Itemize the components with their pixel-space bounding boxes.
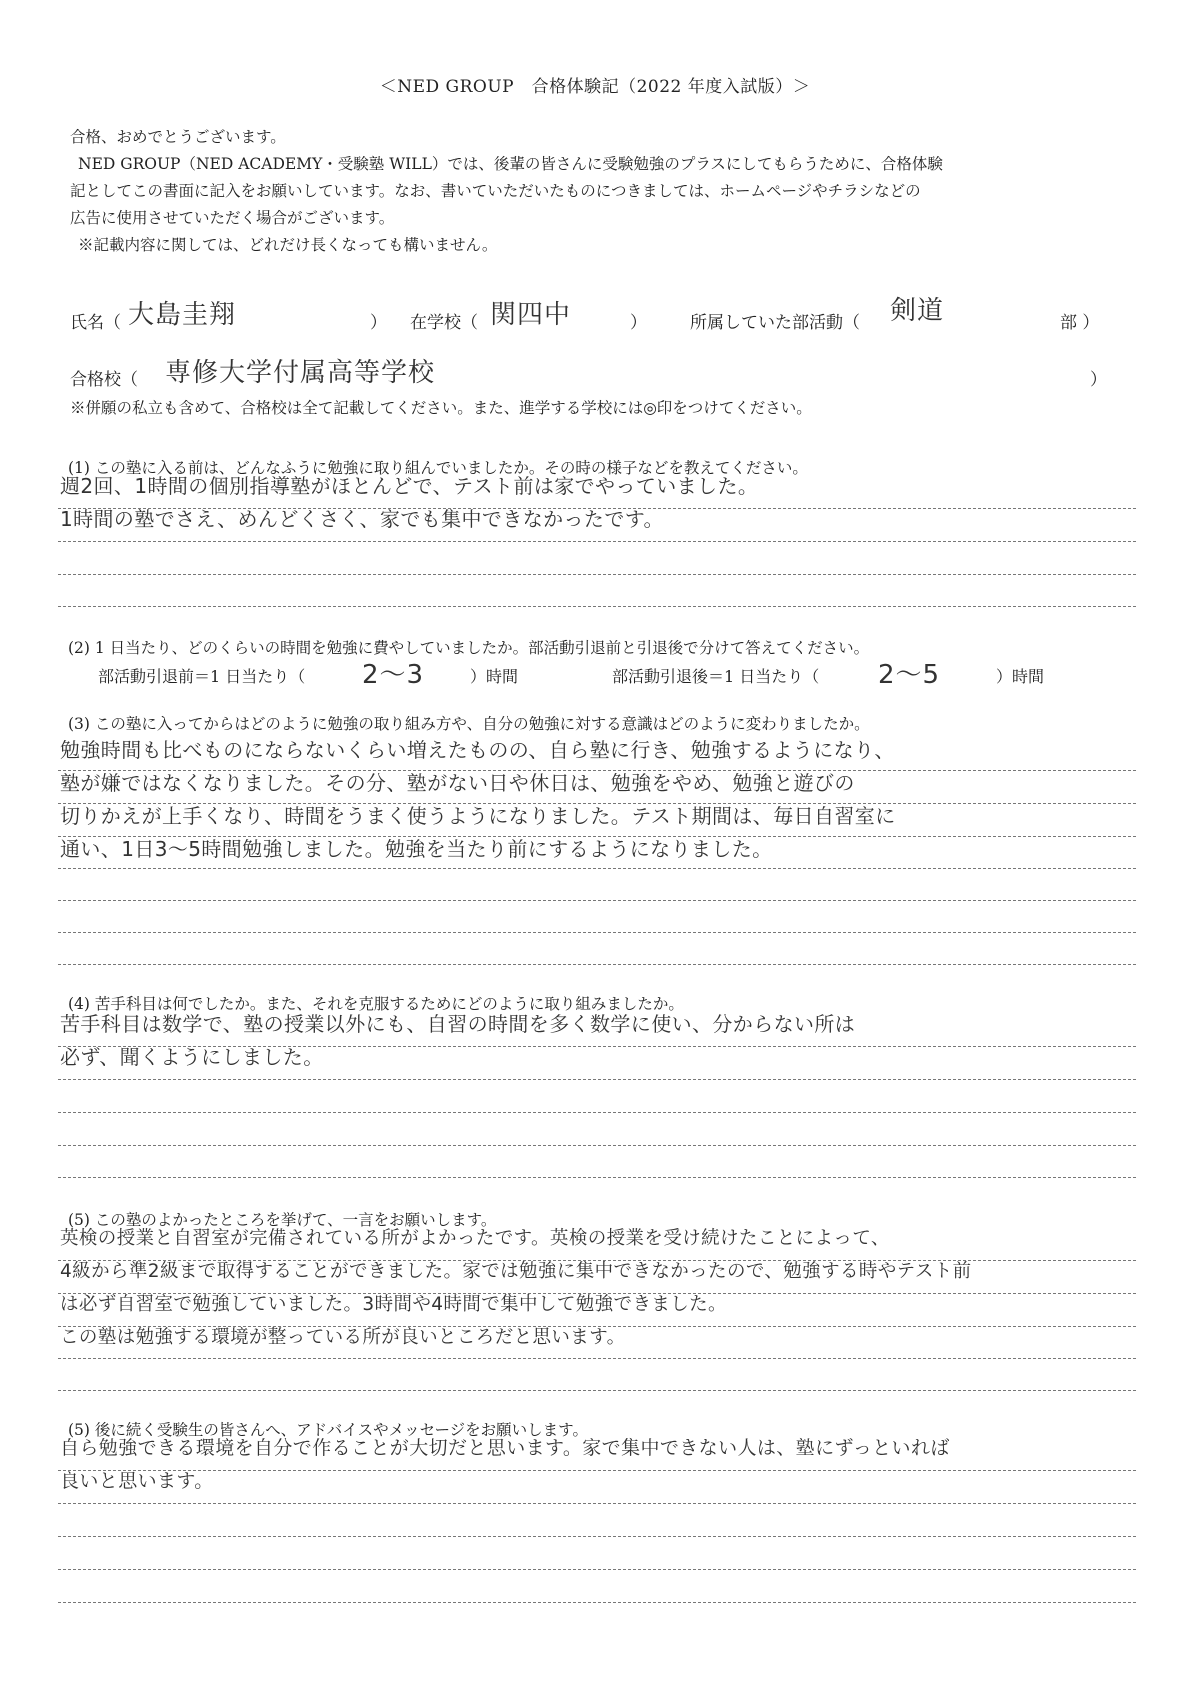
ruled-line <box>58 1112 1136 1113</box>
ruled-line <box>58 1326 1136 1327</box>
answer-line: 通い、1日3～5時間勉強しました。勉強を当たり前にするようになりました。 <box>60 837 773 861</box>
club-label: 所属していた部活動（ <box>690 313 860 333</box>
ruled-line <box>58 1569 1136 1570</box>
intro-line: 合格、おめでとうございます。 <box>70 128 286 146</box>
ruled-line <box>58 1177 1136 1178</box>
intro-line: 記としてこの書面に記入をお願いしています。なお、書いていただいたものにつきましては、ホームページやチラシなどの <box>70 182 921 200</box>
ruled-line <box>58 1260 1136 1261</box>
ruled-line <box>58 836 1136 837</box>
answer-line: 苦手科目は数学で、塾の授業以外にも、自習の時間を多く数学に使い、分からない所は <box>60 1012 856 1036</box>
answer-line: この塾は勉強する環境が整っている所が良いところだと思います。 <box>60 1327 626 1348</box>
answer-line: 自ら勉強できる環境を自分で作ることが大切だと思います。家で集中できない人は、塾にずっといれば <box>60 1437 950 1459</box>
club-suffix: 部 ） <box>1060 313 1100 333</box>
answer-line: 切りかえが上手くなり、時間をうまく使うようになりました。テスト期間は、毎日自習室に <box>60 804 896 828</box>
school-close: ） <box>630 313 647 333</box>
club-value: 剣道 <box>890 296 945 326</box>
name-close: ） <box>370 313 387 333</box>
intro-line: ※記載内容に関しては、どれだけ長くなっても構いません。 <box>78 236 498 254</box>
ruled-line <box>58 1145 1136 1146</box>
answer-1 <box>60 470 1130 536</box>
before-retire-hours: 2～3 <box>362 660 425 690</box>
answer-line: 必ず、聞くようにしました。 <box>60 1045 324 1069</box>
intro-text <box>70 124 1120 259</box>
ruled-line <box>58 1079 1136 1080</box>
ruled-line <box>58 868 1136 869</box>
ruled-line <box>58 1046 1136 1047</box>
answer-line: 英検の授業と自習室が完備されている所がよかったです。英検の授業を受け続けたことによって、 <box>60 1228 890 1249</box>
after-retire-unit: ）時間 <box>996 667 1045 686</box>
name-value: 大島圭翔 <box>128 300 237 330</box>
question-4: (4) 苦手科目は何でしたか。また、それを克服するためにどのように取り組みましたか。 <box>68 995 684 1013</box>
answer-6 <box>60 1432 1130 1498</box>
ruled-line <box>58 508 1136 509</box>
after-retire-label: 部活動引退後＝1 日当たり（ <box>612 667 820 686</box>
question-2: (2) 1 日当たり、どのくらいの時間を勉強に費やしていましたか。部活動引退前と引退後で分けて答えてください。 <box>68 639 870 657</box>
before-retire-unit: ）時間 <box>470 667 519 686</box>
intro-line: 広告に使用させていただく場合がございます。 <box>70 209 395 227</box>
ruled-line <box>58 1470 1136 1471</box>
question-1: (1) この塾に入る前は、どんなふうに勉強に取り組んでいましたか。その時の様子などを教えてください。 <box>68 459 808 477</box>
passed-value: 専修大学付属高等学校 <box>165 358 436 388</box>
ruled-line <box>58 1390 1136 1391</box>
passed-close: ） <box>1090 370 1107 390</box>
answer-line: 塾が嫌ではなくなりました。その分、塾がない日や休日は、勉強をやめ、勉強と遊びの <box>60 771 855 795</box>
ruled-line <box>58 770 1136 771</box>
ruled-line <box>58 541 1136 542</box>
ruled-line <box>58 964 1136 965</box>
school-label: 在学校（ <box>410 313 478 333</box>
after-retire-hours: 2～5 <box>878 660 941 690</box>
question-6: (5) 後に続く受験生の皆さんへ、アドバイスやメッセージをお願いします。 <box>68 1421 588 1439</box>
before-retire-label: 部活動引退前＝1 日当たり（ <box>98 667 306 686</box>
ruled-line <box>58 1358 1136 1359</box>
ruled-line <box>58 932 1136 933</box>
page-title: ＜NED GROUP 合格体験記（2022 年度入試版）＞ <box>379 77 811 97</box>
answer-line: 良いと思います。 <box>60 1470 214 1492</box>
school-value: 関四中 <box>490 300 572 330</box>
answer-line: は必ず自習室で勉強していました。3時間や4時間で集中して勉強できました。 <box>60 1294 727 1315</box>
answer-4 <box>60 1008 1130 1074</box>
answer-line: 4級から準2級まで取得することができました。家では勉強に集中できなかったので、勉強する時やテスト前 <box>60 1261 972 1282</box>
question-5: (5) この塾のよかったところを挙げて、一言をお願いします。 <box>68 1211 497 1229</box>
ruled-line <box>58 574 1136 575</box>
ruled-line <box>58 1602 1136 1603</box>
ruled-line <box>58 1536 1136 1537</box>
ruled-line <box>58 803 1136 804</box>
answer-line: 勉強時間も比べものにならないくらい増えたものの、自ら塾に行き、勉強するようになり、 <box>60 738 895 762</box>
passed-label: 合格校（ <box>70 370 138 390</box>
answer-line: 週2回、1時間の個別指導塾がほとんどで、テスト前は家でやっていました。 <box>60 474 759 498</box>
ruled-line <box>58 606 1136 607</box>
ruled-line <box>58 900 1136 901</box>
ruled-line <box>58 1293 1136 1294</box>
passed-note: ※併願の私立も含めて、合格校は全て記載してください。また、進学する学校には◎印をつけてください。 <box>70 399 812 417</box>
intro-line: NED GROUP（NED ACADEMY・受験塾 WILL）では、後輩の皆さんに受験勉強のプラスにしてもらうために、合格体験 <box>78 155 943 173</box>
name-label: 氏名（ <box>70 313 121 333</box>
answer-5 <box>60 1222 1130 1354</box>
question-3: (3) この塾に入ってからはどのように勉強の取り組み方や、自分の勉強に対する意識はどのように変わりましたか。 <box>68 715 870 733</box>
answer-3 <box>60 734 1130 866</box>
answer-line: 1時間の塾でさえ、めんどくさく、家でも集中できなかったです。 <box>60 507 664 531</box>
ruled-line <box>58 1503 1136 1504</box>
